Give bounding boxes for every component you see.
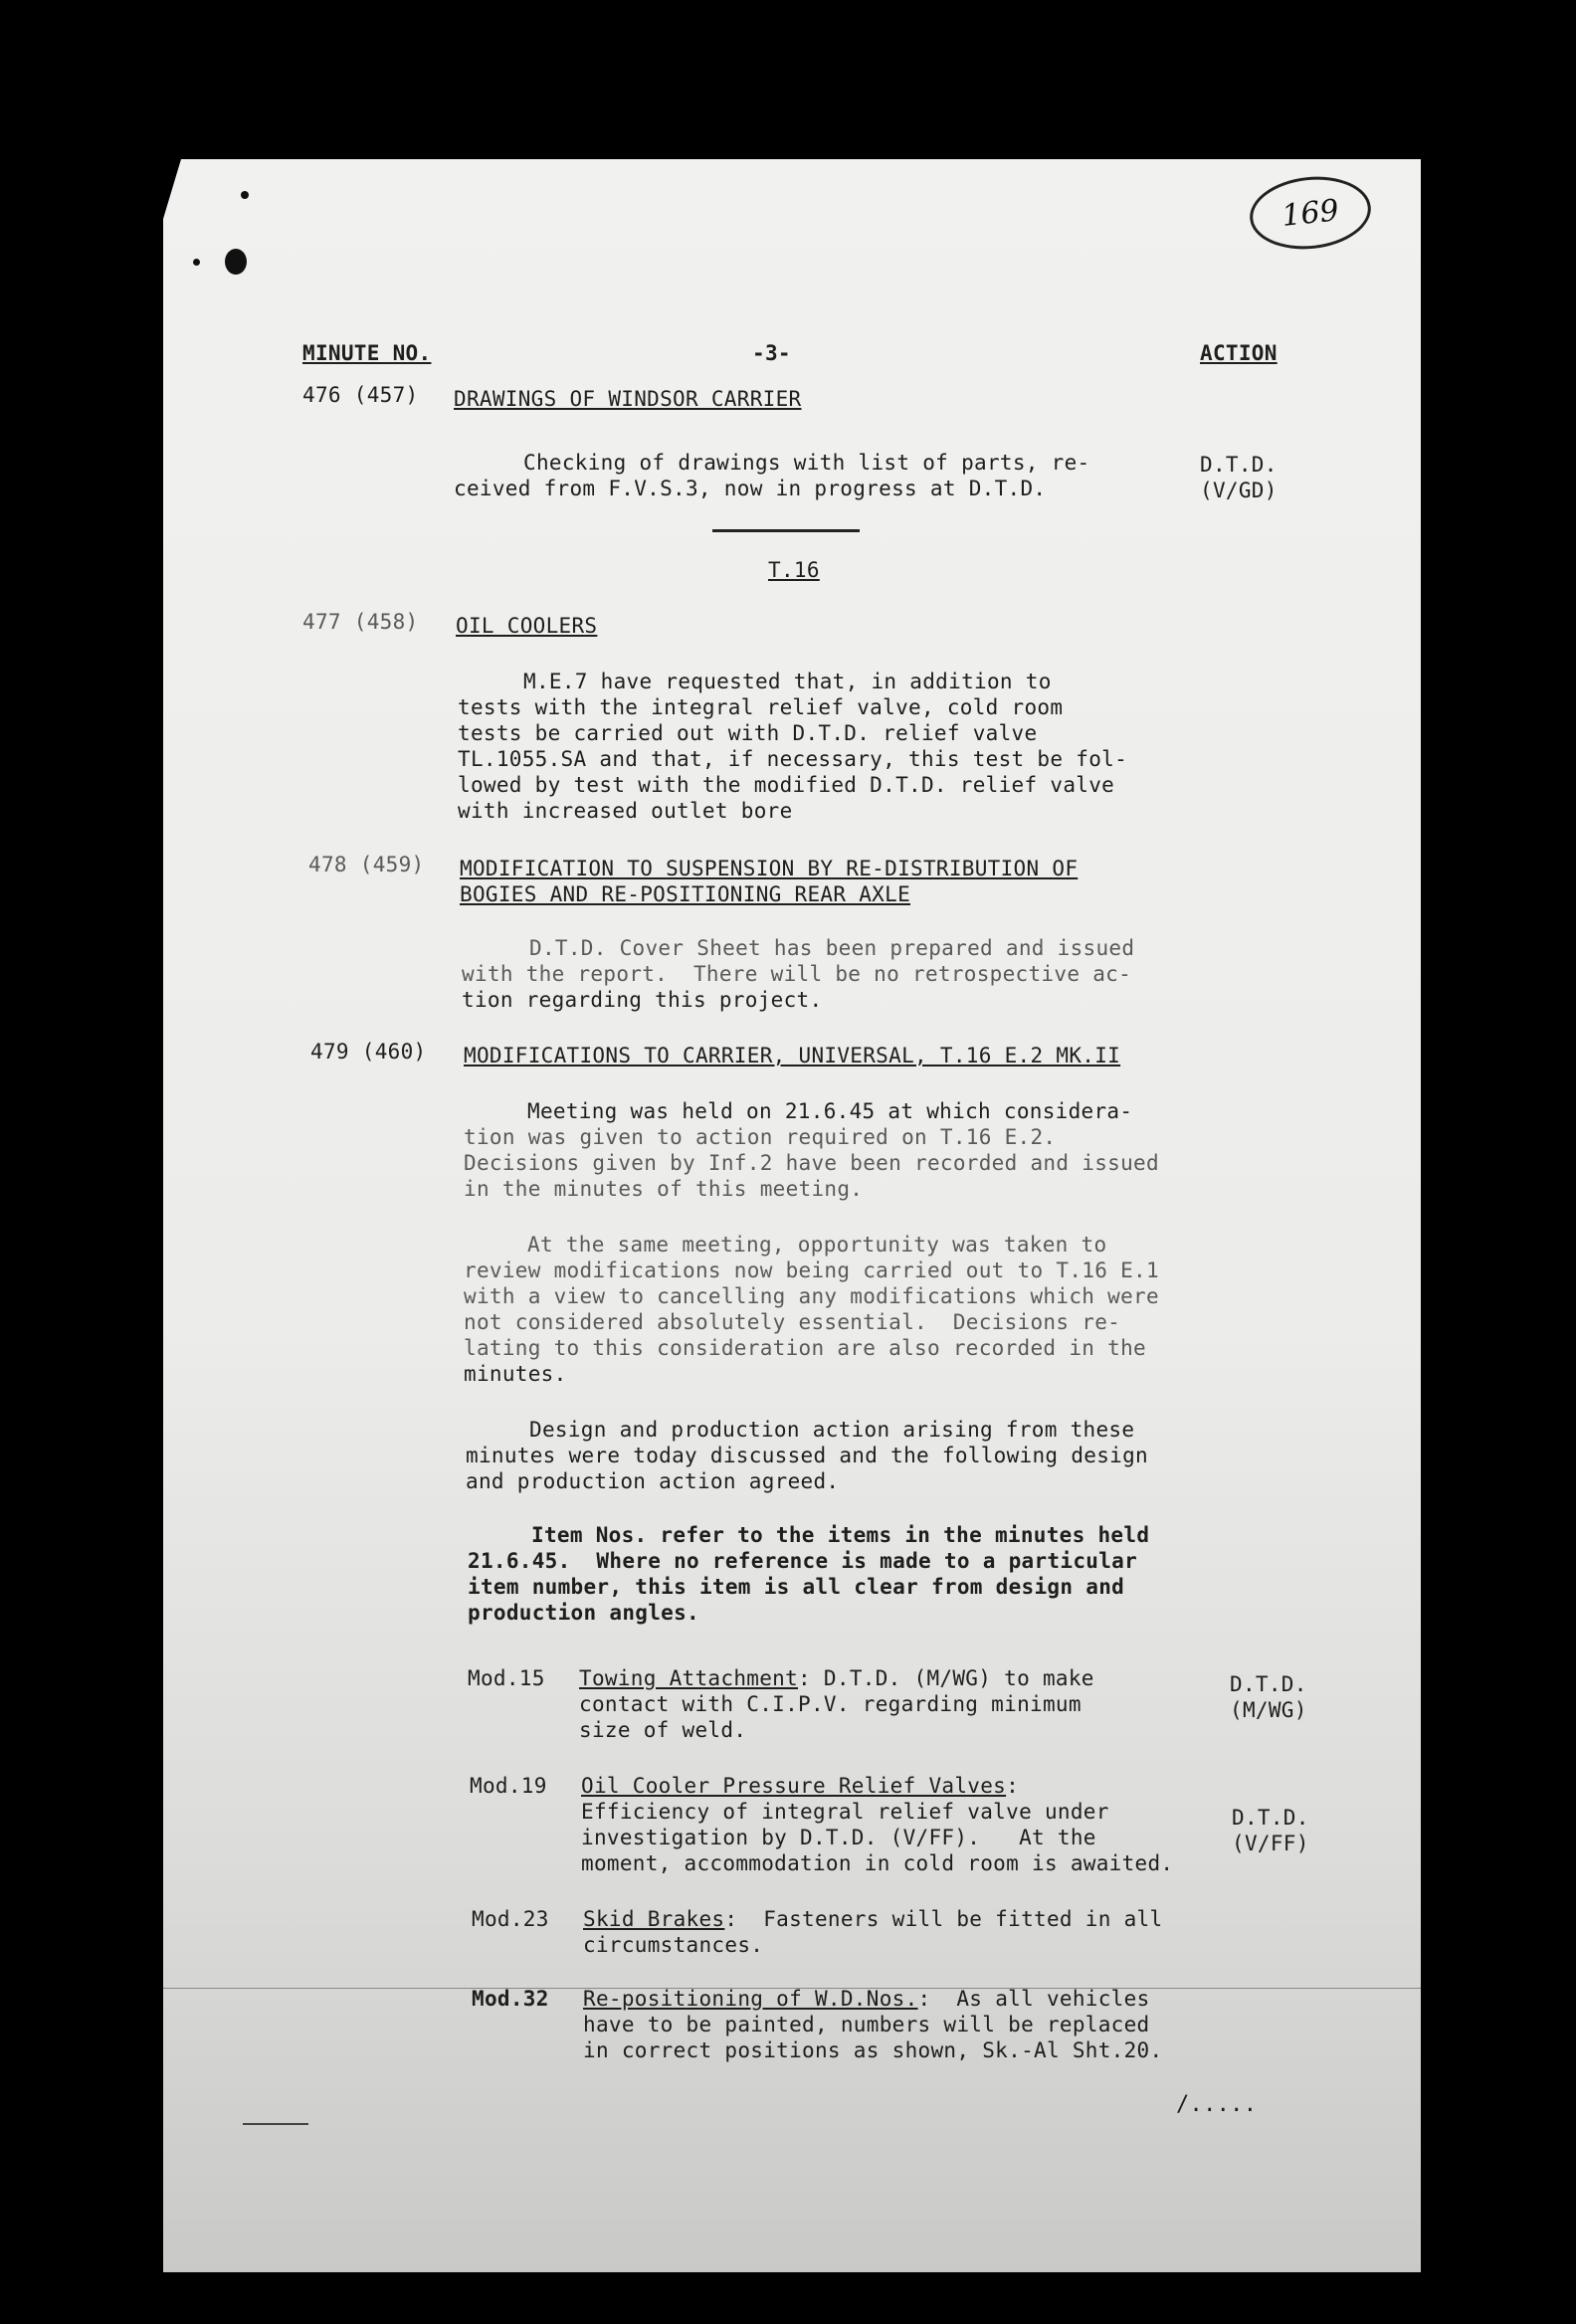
minute-text-line: review modifications now being carried out to T.16 E.1 <box>464 1259 1159 1282</box>
minute-text-line: with increased outlet bore <box>458 799 793 823</box>
folio-number: 169 <box>1280 192 1341 234</box>
mod-label: Mod.15 <box>468 1666 545 1690</box>
minute-text-line: in the minutes of this meeting. <box>464 1177 864 1201</box>
minute-text-line: M.E.7 have requested that, in addition to <box>523 670 1052 693</box>
minute-number-479: 479 (460) <box>310 1040 427 1064</box>
minute-number-478: 478 (459) <box>308 853 425 876</box>
mod-action-line1: D.T.D. <box>1232 1806 1309 1830</box>
document-page <box>163 159 1421 2272</box>
mod-text-line: circumstances. <box>583 1933 764 1957</box>
mod-first-rest: : Fasteners will be fitted in all <box>724 1907 1163 1931</box>
punch-hole-mark <box>241 191 249 199</box>
minute-text-line: minutes. <box>464 1362 567 1386</box>
minute-text-line: Decisions given by Inf.2 have been recorded and issued <box>464 1151 1159 1175</box>
minute-text-line: with the report. There will be no retrospective ac- <box>462 962 1132 986</box>
section-separator <box>712 529 860 532</box>
mod-text-line: moment, accommodation in cold room is awaited. <box>581 1851 1174 1875</box>
minute-title-478-line1: MODIFICATION TO SUSPENSION BY RE-DISTRIBUTION OF <box>460 857 1079 880</box>
minute-text-line: ceived from F.V.S.3, now in progress at D.T.D. <box>454 477 1047 500</box>
mod-first-line <box>581 1773 1019 1800</box>
continuation-mark: /..... <box>1176 2092 1258 2117</box>
header-action: ACTION <box>1200 341 1278 365</box>
mod-action-line2: (V/FF) <box>1232 1832 1309 1855</box>
mod-first-rest: : As all vehicles <box>917 1987 1150 2011</box>
minute-title-479: MODIFICATIONS TO CARRIER, UNIVERSAL, T.16 E.2 MK.II <box>464 1044 1121 1067</box>
mod-text-line: contact with C.I.P.V. regarding minimum <box>579 1692 1082 1716</box>
minute-text-line: Design and production action arising from these <box>529 1418 1135 1442</box>
mod-label: Mod.32 <box>472 1987 549 2011</box>
minute-title-478-line2: BOGIES AND RE-POSITIONING REAR AXLE <box>460 882 911 906</box>
mod-action-line1: D.T.D. <box>1230 1672 1307 1696</box>
mod-heading: Towing Attachment <box>579 1666 799 1690</box>
minute-text-line: not considered absolutely essential. Decisions re- <box>464 1310 1121 1334</box>
minute-text-line: Item Nos. refer to the items in the minutes held <box>531 1523 1150 1547</box>
minute-text-line: tests be carried out with D.T.D. relief valve <box>458 721 1038 745</box>
punch-hole <box>225 249 247 275</box>
action-476-line1: D.T.D. <box>1200 453 1278 477</box>
mod-label: Mod.19 <box>470 1774 547 1798</box>
minute-text-line: item number, this item is all clear from design and <box>468 1575 1125 1599</box>
mod-first-rest: : D.T.D. (M/WG) to make <box>798 1666 1094 1690</box>
mod-first-line <box>583 1906 1162 1933</box>
minute-text-line: with a view to cancelling any modifications which were <box>464 1284 1159 1308</box>
mod-heading: Oil Cooler Pressure Relief Valves <box>581 1774 1007 1798</box>
minute-text-line: D.T.D. Cover Sheet has been prepared and issued <box>529 936 1135 960</box>
mod-heading: Skid Brakes <box>583 1907 725 1931</box>
mod-text-line: size of weld. <box>579 1718 747 1742</box>
mod-text-line: have to be painted, numbers will be replaced <box>583 2013 1150 2036</box>
section-heading: T.16 <box>768 558 820 582</box>
mod-heading: Re-positioning of W.D.Nos. <box>583 1987 918 2011</box>
minute-text-line: tests with the integral relief valve, cold room <box>458 695 1064 719</box>
margin-mark <box>243 2123 308 2125</box>
page-number: -3- <box>752 341 791 365</box>
mod-action-line2: (M/WG) <box>1230 1698 1307 1722</box>
folio-number-stamp <box>1247 171 1375 255</box>
punch-hole-mark <box>193 259 200 266</box>
minute-text-line: and production action agreed. <box>466 1469 840 1493</box>
minute-text-line: tion was given to action required on T.16 E.2. <box>464 1125 1057 1149</box>
minute-text-line: TL.1055.SA and that, if necessary, this test be fol- <box>458 747 1128 771</box>
minute-text-line: tion regarding this project. <box>462 988 823 1012</box>
mod-first-rest: : <box>1006 1774 1020 1798</box>
action-476-line2: (V/GD) <box>1200 479 1278 502</box>
header-minute-no: MINUTE NO. <box>302 341 432 365</box>
minute-title-477: OIL COOLERS <box>456 614 598 638</box>
minute-text-line: At the same meeting, opportunity was taken to <box>527 1233 1107 1257</box>
minute-text-line: Meeting was held on 21.6.45 at which considera- <box>527 1099 1133 1123</box>
mod-text-line: investigation by D.T.D. (V/FF). At the <box>581 1826 1096 1849</box>
minute-number-476: 476 (457) <box>302 383 419 407</box>
mod-first-line <box>579 1665 1094 1692</box>
minute-number-477: 477 (458) <box>302 610 419 634</box>
mod-text-line: Efficiency of integral relief valve under <box>581 1800 1109 1824</box>
minute-text-line: 21.6.45. Where no reference is made to a particular <box>468 1549 1138 1573</box>
minute-text-line: minutes were today discussed and the following design <box>466 1444 1148 1467</box>
mod-text-line: in correct positions as shown, Sk.-Al Sht.20. <box>583 2038 1163 2062</box>
minute-text-line: lating to this consideration are also recorded in the <box>464 1336 1146 1360</box>
mod-label: Mod.23 <box>472 1907 549 1931</box>
mod-first-line <box>583 1986 1150 2013</box>
minute-title-476: DRAWINGS OF WINDSOR CARRIER <box>454 387 802 411</box>
torn-corner <box>163 159 181 219</box>
minute-text-line: lowed by test with the modified D.T.D. relief valve <box>458 773 1115 797</box>
minute-text-line: Checking of drawings with list of parts, re- <box>523 451 1090 475</box>
minute-text-line: production angles. <box>468 1601 699 1625</box>
